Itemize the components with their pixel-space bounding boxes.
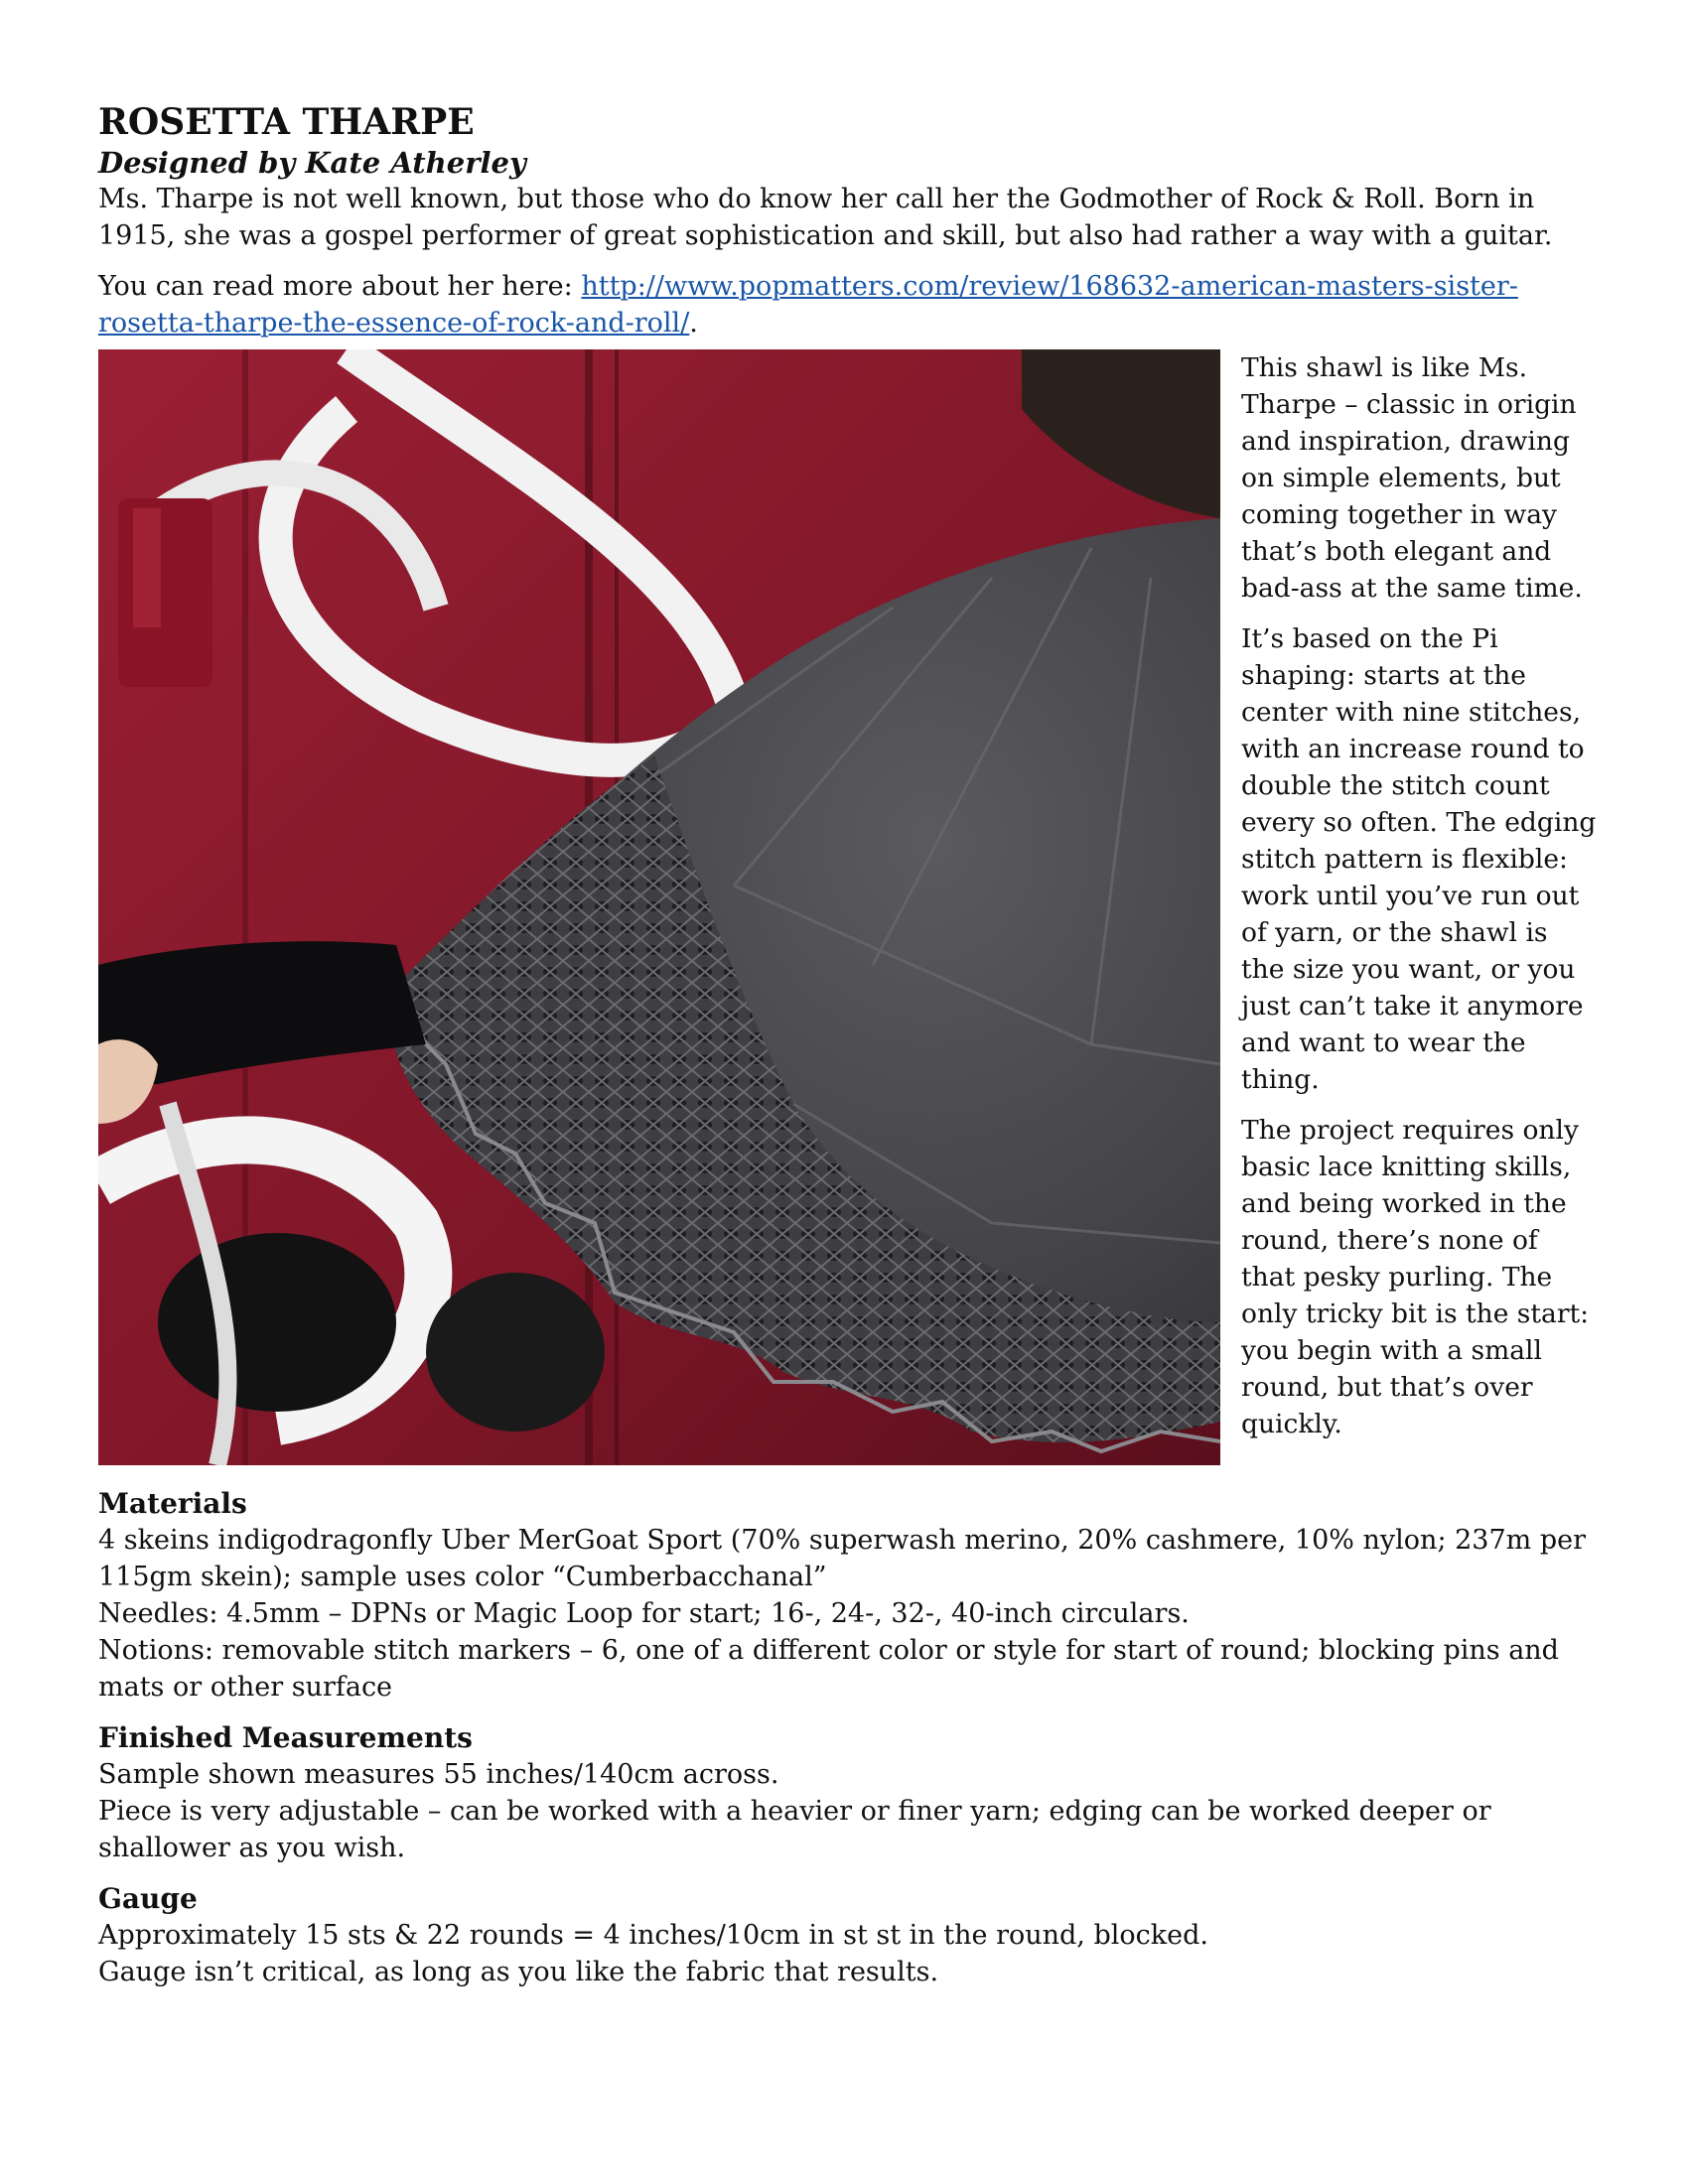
read-more-prefix: You can read more about her here: bbox=[98, 271, 582, 302]
materials-yarn: 4 skeins indigodragonfly Uber MerGoat Sport (70% superwash merino, 20% cashmere, 10% nylon; 237m per 115gm skein); sample uses color “Cumberbacchanal” bbox=[98, 1525, 1587, 1592]
description-column bbox=[1241, 349, 1599, 1456]
gauge-heading: Gauge bbox=[98, 1882, 198, 1915]
description-paragraph-2: It’s based on the Pi shaping: starts at the center with nine stitches, with an increase round to double the stitch count every so often. The edging stitch pattern is flexible: work until you’ve run out of yarn, or the shawl is the size you want, or you just can’t take it anymore and want to wear the thing. bbox=[1241, 623, 1597, 1095]
gauge-value: Approximately 15 sts & 22 rounds = 4 inches/10cm in st st in the round, blocked. bbox=[98, 1920, 1208, 1951]
article-link[interactable]: http://www.popmatters.com/review/168632-american-masters-sister-rosetta-tharpe-the-essence-of-rock-and-roll/ bbox=[98, 271, 1518, 339]
shawl-photo bbox=[98, 349, 1220, 1465]
materials-needles: Needles: 4.5mm – DPNs or Magic Loop for start; 16-, 24-, 32-, 40-inch circulars. bbox=[98, 1598, 1190, 1629]
pattern-page bbox=[98, 99, 1598, 1990]
designer-byline: Designed by Kate Atherley bbox=[98, 146, 526, 180]
measurements-section bbox=[98, 1719, 1598, 1866]
materials-notions: Notions: removable stitch markers – 6, one of a different color or style for start of round; blocking pins and mats or other surface bbox=[98, 1635, 1559, 1703]
feature-section bbox=[98, 349, 1598, 1471]
description-paragraph-1: This shawl is like Ms. Tharpe – classic in origin and inspiration, drawing on simple elements, but coming together in way that’s both elegant and bad-ass at the same time. bbox=[1241, 352, 1583, 604]
description-paragraph-3: The project requires only basic lace knitting skills, and being worked in the round, there’s none of that pesky purling. The only tricky bit is the start: you begin with a small round, but that’s over quickly. bbox=[1241, 1115, 1590, 1439]
materials-section bbox=[98, 1485, 1598, 1706]
pattern-title: ROSETTA THARPE bbox=[98, 101, 475, 143]
measurements-sample: Sample shown measures 55 inches/140cm across. bbox=[98, 1759, 779, 1790]
intro-paragraph: Ms. Tharpe is not well known, but those who do know her call her the Godmother of Rock & Roll. Born in 1915, she was a gospel performer of great sophistication and skill, but also had rather a way with a guitar. bbox=[98, 184, 1553, 251]
measurements-heading: Finished Measurements bbox=[98, 1721, 473, 1754]
measurements-adjust: Piece is very adjustable – can be worked with a heavier or finer yarn; edging can be worked deeper or shallower as you wish. bbox=[98, 1796, 1491, 1863]
read-more-line bbox=[98, 268, 1598, 341]
gauge-note: Gauge isn’t critical, as long as you like the fabric that results. bbox=[98, 1957, 939, 1987]
gauge-section bbox=[98, 1880, 1598, 1990]
materials-heading: Materials bbox=[98, 1487, 247, 1520]
link-suffix: . bbox=[689, 308, 698, 339]
